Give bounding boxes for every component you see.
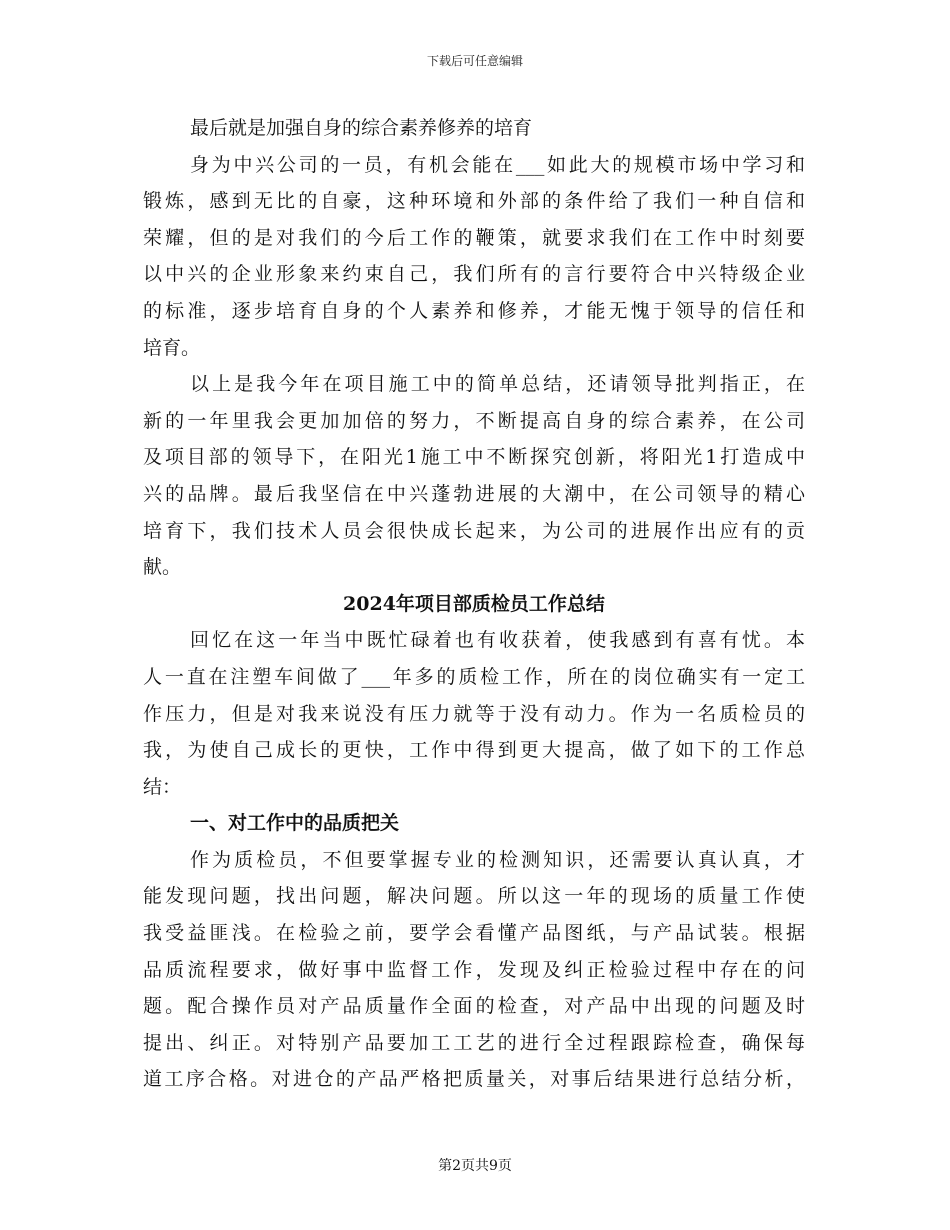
paragraph-line: 人一直在注塑车间做了___年多的质检工作，所在的岗位确实有一定工 [143, 665, 805, 688]
paragraph-line: 培育下，我们技术人员会很快成长起来，为公司的进展作出应有的贡 [143, 519, 805, 542]
section-heading: 一、对工作中的品质把关 [190, 812, 400, 835]
paragraph-line: 品质流程要求，做好事中监督工作，发现及纠正检验过程中存在的问 [143, 958, 805, 981]
paragraph-line: 的标准，逐步培育自身的个人素养和修养，才能无愧于领导的信任和 [143, 299, 805, 322]
paragraph-line: 以中兴的企业形象来约束自己，我们所有的言行要符合中兴特级企业 [143, 263, 805, 286]
paragraph-line: 提出、纠正。对特别产品要加工工艺的进行全过程跟踪检查，确保每 [143, 1031, 805, 1054]
paragraph-line: 回忆在这一年当中既忙碌着也有收获着，使我感到有喜有忧。本 [190, 629, 805, 652]
paragraph-line: 及项目部的领导下，在阳光1施工中不断探究创新，将阳光1打造成中 [143, 446, 805, 469]
paragraph-line: 兴的品牌。最后我坚信在中兴蓬勃进展的大潮中，在公司领导的精心 [143, 482, 805, 505]
paragraph-line: 能发现问题，找出问题，解决问题。所以这一年的现场的质量工作使 [143, 885, 805, 908]
paragraph-line: 最后就是加强自身的综合素养修养的培育 [190, 117, 533, 139]
paragraph-line: 锻炼，感到无比的自豪，这种环境和外部的条件给了我们一种自信和 [143, 190, 805, 213]
paragraph-line: 道工序合格。对进仓的产品严格把质量关，对事后结果进行总结分析， [143, 1068, 805, 1091]
paragraph-line: 作为质检员，不但要掌握专业的检测知识，还需要认真认真，才 [190, 848, 805, 871]
paragraph-line: 题。配合操作员对产品质量作全面的检查，对产品中出现的问题及时 [143, 995, 805, 1018]
page-header-note: 下载后可任意编辑 [426, 54, 523, 68]
paragraph-line: 荣耀，但的是对我们的今后工作的鞭策，就要求我们在工作中时刻要 [143, 226, 805, 249]
paragraph-line: 身为中兴公司的一员，有机会能在___如此大的规模市场中学习和 [190, 153, 805, 176]
paragraph-line: 以上是我今年在项目施工中的简单总结，还请领导批判指正，在 [190, 373, 805, 396]
paragraph-line: 新的一年里我会更加加倍的努力，不断提高自身的综合素养，在公司 [143, 409, 805, 432]
paragraph-line: 作压力，但是对我来说没有压力就等于没有动力。作为一名质检员的 [143, 702, 805, 725]
document-body [143, 110, 805, 1098]
paragraph-line: 献。 [143, 556, 182, 579]
page-number: 第2页共9页 [438, 1158, 512, 1174]
paragraph-line: 培育。 [143, 336, 201, 359]
paragraph-line: 我，为使自己成长的更快，工作中得到更大提高，做了如下的工作总 [143, 739, 805, 762]
paragraph-line: 我受益匪浅。在检验之前，要学会看懂产品图纸，与产品试装。根据 [143, 922, 805, 945]
paragraph-line: 结： [143, 775, 182, 798]
section-title: 2024年项目部质检员工作总结 [343, 592, 605, 615]
